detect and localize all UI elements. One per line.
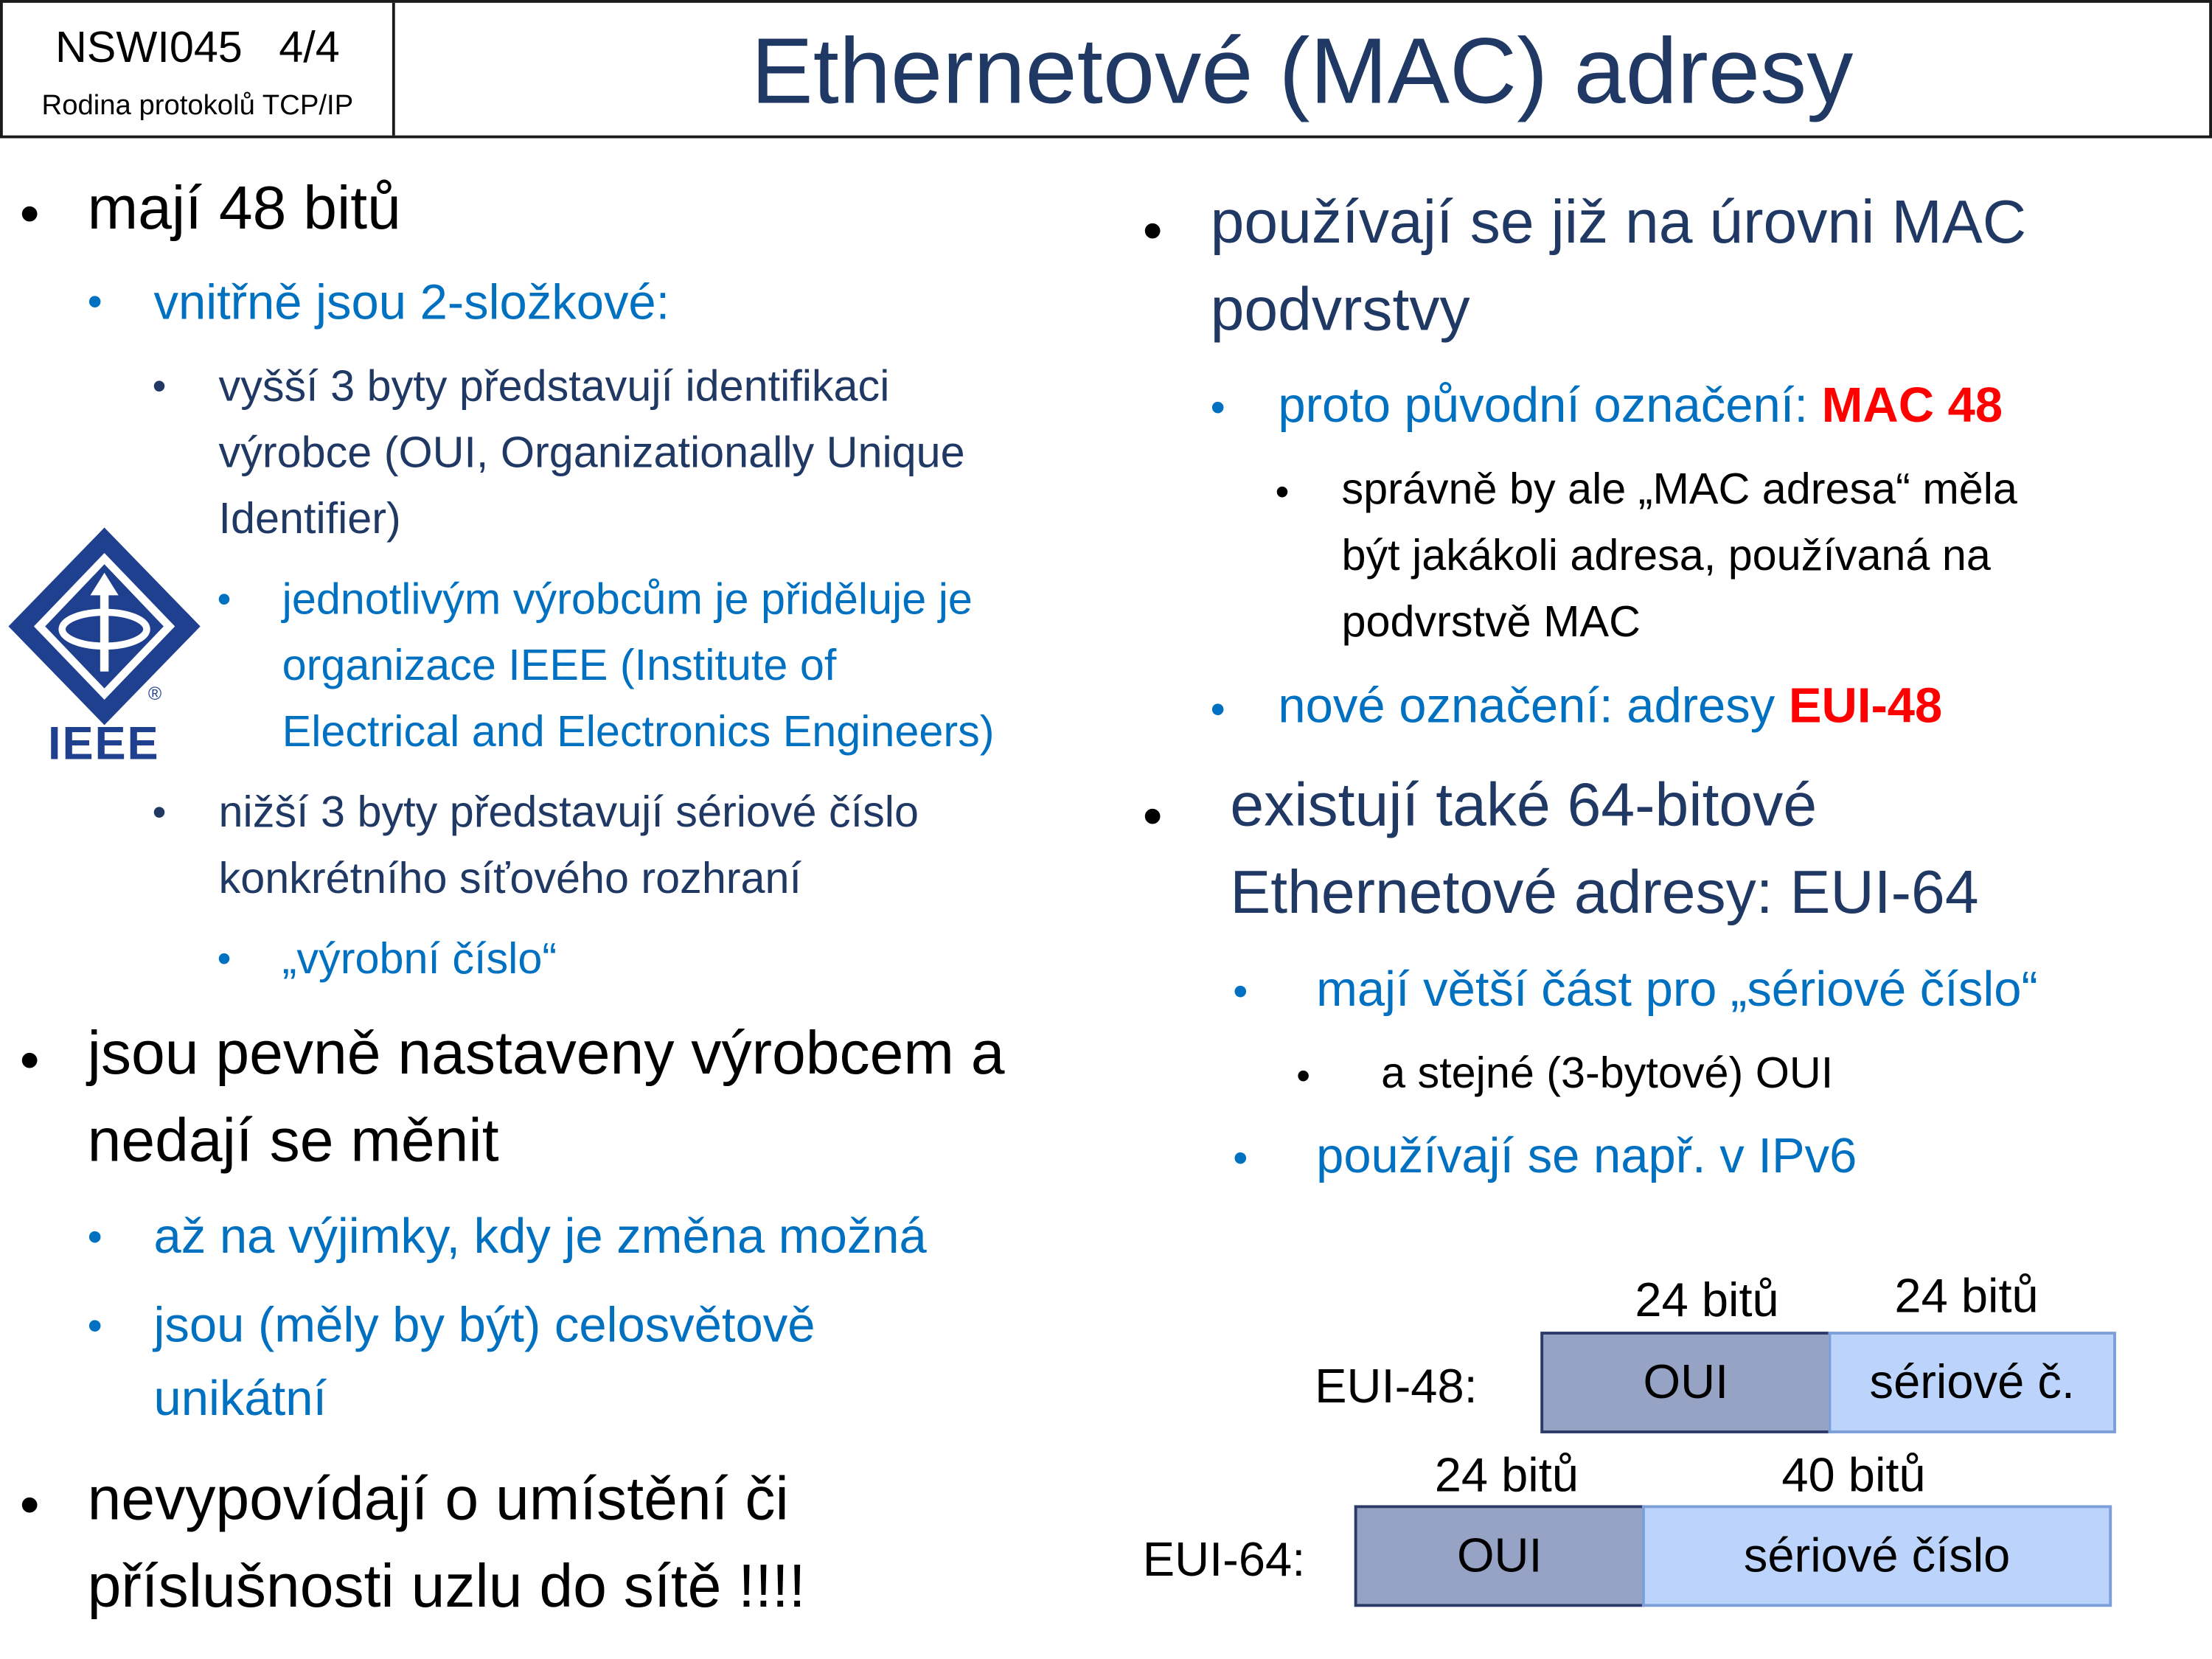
bullet-dot: • xyxy=(87,1303,102,1350)
left-bullet-48-bits: mají 48 bitů xyxy=(87,175,401,243)
bullet-dot: • xyxy=(19,183,40,246)
bullet-dot: • xyxy=(1233,1135,1248,1183)
left-fixed-by-vendor-line2: nedají se měnit xyxy=(87,1107,499,1175)
right-64bit-line1: existují také 64-bitové xyxy=(1230,771,1818,840)
right-64bit-line2: Ethernetové adresy: EUI-64 xyxy=(1230,859,1979,928)
left-no-location-line2: příslušnosti uzlu do sítě !!!! xyxy=(87,1553,806,1621)
eui64-serial-field: sériové číslo xyxy=(1642,1505,2112,1607)
bullet-dot: • xyxy=(217,577,232,621)
bullet-dot: • xyxy=(152,364,167,408)
page-number: 4/4 xyxy=(279,22,340,72)
right-mac-sublayer-line2: podvrstvy xyxy=(1210,276,1470,344)
right-correct-mac-line2: být jakákoli adresa, používaná na xyxy=(1341,530,1991,580)
logo-registered: ® xyxy=(147,683,162,704)
eui48-highlight: EUI-48 xyxy=(1788,678,1943,734)
course-code: NSWI045 xyxy=(55,22,243,72)
left-ieee-assign-line2: organizace IEEE (Institute of xyxy=(282,640,837,690)
bullet-dot: • xyxy=(19,1029,40,1092)
left-ieee-assign-line3: Electrical and Electronics Engineers) xyxy=(282,706,995,757)
right-original-name xyxy=(1278,375,2003,437)
course-code-line xyxy=(3,23,392,74)
bullet-dot: • xyxy=(87,1214,102,1262)
slide-title: Ethernetové (MAC) adresy xyxy=(751,18,1854,123)
bullet-dot: • xyxy=(1275,470,1290,514)
left-upper-bytes-line3: Identifier) xyxy=(218,493,401,543)
right-new-name-text: nové označení: adresy xyxy=(1278,678,1789,734)
left-sub-two-part: vnitřně jsou 2-složkové: xyxy=(153,275,670,330)
left-ieee-assign-line1: jednotlivým výrobcům je přiděluje je xyxy=(282,574,973,624)
eui48-serial-field: sériové č. xyxy=(1829,1332,2116,1433)
right-original-name-text: proto původní označení: xyxy=(1278,378,1822,434)
eui48-oui-field: OUI xyxy=(1540,1332,1831,1433)
eui64-label: EUI-64: xyxy=(1142,1533,1306,1587)
course-name: Rodina protokolů TCP/IP xyxy=(41,90,354,122)
eui48-serial-bits: 24 bitů xyxy=(1894,1269,2039,1324)
ieee-logo xyxy=(6,525,204,768)
left-fixed-by-vendor-line1: jsou pevně nastaveny výrobcem a xyxy=(87,1020,1005,1088)
slide-header xyxy=(0,0,2212,138)
bullet-dot: • xyxy=(152,790,167,834)
bullet-dot: • xyxy=(1210,385,1225,432)
bullet-dot: • xyxy=(217,936,232,981)
right-correct-mac-line3: podvrstvě MAC xyxy=(1341,597,1641,647)
bullet-dot: • xyxy=(1142,785,1163,848)
left-no-location-line1: nevypovídají o umístění či xyxy=(87,1465,789,1534)
left-unique-line1: jsou (měly by být) celosvětově xyxy=(153,1298,815,1353)
course-info-box xyxy=(3,3,395,136)
bullet-dot: • xyxy=(1142,200,1163,262)
right-same-oui: a stejné (3-bytové) OUI xyxy=(1381,1048,1834,1098)
left-serial-number: „výrobní číslo“ xyxy=(282,933,557,984)
right-larger-serial: mají větší část pro „sériové číslo“ xyxy=(1316,961,2038,1018)
left-unique-line2: unikátní xyxy=(153,1371,327,1427)
left-lower-bytes-line2: konkrétního síťového rozhraní xyxy=(218,853,802,903)
bullet-dot: • xyxy=(87,279,102,326)
mac48-highlight: MAC 48 xyxy=(1821,378,2003,434)
left-exceptions: až na výjimky, kdy je změna možná xyxy=(153,1208,927,1265)
eui48-label: EUI-48: xyxy=(1315,1360,1478,1414)
left-lower-bytes-line1: nižší 3 byty představují sériové číslo xyxy=(218,787,919,837)
eui64-serial-bits: 40 bitů xyxy=(1781,1448,1926,1503)
left-upper-bytes-line1: vyšší 3 byty představují identifikaci xyxy=(218,361,890,411)
eui48-oui-bits: 24 bitů xyxy=(1635,1273,1779,1328)
right-used-ipv6: používají se např. v IPv6 xyxy=(1316,1128,1857,1184)
bullet-dot: • xyxy=(1233,969,1248,1016)
eui64-oui-field: OUI xyxy=(1354,1505,1645,1607)
right-mac-sublayer-line1: používají se již na úrovni MAC xyxy=(1210,189,2027,257)
bullet-dot: • xyxy=(19,1474,40,1537)
eui64-oui-bits: 24 bitů xyxy=(1434,1448,1579,1503)
right-new-name xyxy=(1278,675,1942,737)
right-correct-mac-line1: správně by ale „MAC adresa“ měla xyxy=(1341,464,2017,514)
logo-text: IEEE xyxy=(48,716,160,769)
bullet-dot: • xyxy=(1296,1054,1311,1098)
bullet-dot: • xyxy=(1210,686,1225,734)
left-upper-bytes-line2: výrobce (OUI, Organizationally Unique xyxy=(218,427,965,477)
